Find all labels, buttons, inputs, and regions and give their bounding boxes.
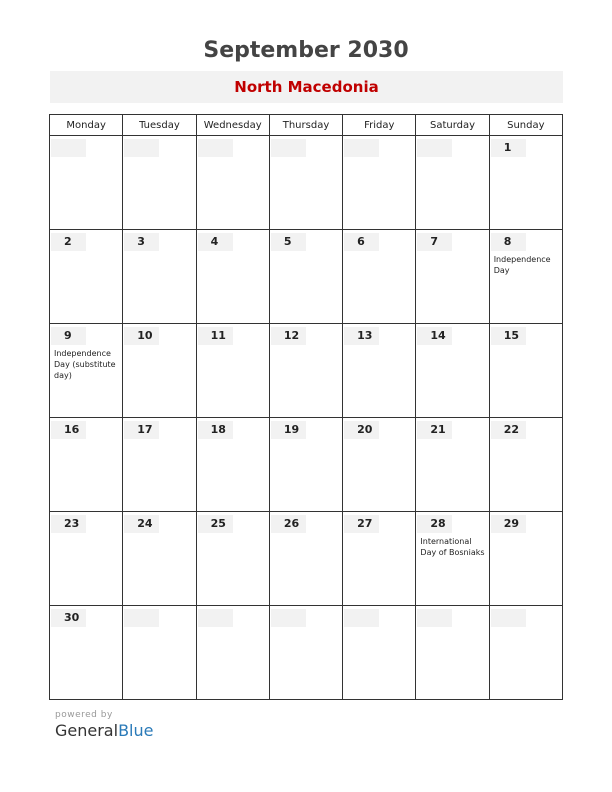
calendar-day-cell bbox=[343, 512, 416, 606]
day-number bbox=[51, 139, 86, 157]
calendar-day-cell bbox=[416, 606, 489, 700]
day-number: 23 bbox=[51, 515, 86, 533]
calendar-day-cell bbox=[343, 418, 416, 512]
day-number: 7 bbox=[417, 233, 452, 251]
calendar-day-cell bbox=[269, 324, 342, 418]
weekday-header-row bbox=[50, 115, 563, 136]
brand-general: General bbox=[55, 721, 119, 740]
day-number: 13 bbox=[344, 327, 379, 345]
calendar-day-cell bbox=[416, 512, 489, 606]
day-number: 29 bbox=[491, 515, 526, 533]
footer bbox=[55, 710, 153, 740]
country-name: North Macedonia bbox=[234, 78, 379, 96]
day-number: 15 bbox=[491, 327, 526, 345]
holiday-label: Independence Day (substitute day) bbox=[54, 349, 116, 380]
day-number bbox=[198, 609, 233, 627]
day-number bbox=[271, 609, 306, 627]
calendar-day-cell bbox=[343, 230, 416, 324]
day-number: 22 bbox=[491, 421, 526, 439]
calendar-day-cell bbox=[269, 418, 342, 512]
calendar-day-cell bbox=[196, 512, 269, 606]
calendar-day-cell bbox=[489, 324, 562, 418]
calendar-day-cell bbox=[416, 324, 489, 418]
day-number: 26 bbox=[271, 515, 306, 533]
day-number: 14 bbox=[417, 327, 452, 345]
day-number: 5 bbox=[271, 233, 306, 251]
day-number: 27 bbox=[344, 515, 379, 533]
calendar-day-cell bbox=[416, 230, 489, 324]
day-number bbox=[271, 139, 306, 157]
calendar-day-cell bbox=[489, 512, 562, 606]
generalblue-logo[interactable] bbox=[55, 721, 153, 740]
day-number: 19 bbox=[271, 421, 306, 439]
day-number: 6 bbox=[344, 233, 379, 251]
day-number bbox=[344, 139, 379, 157]
day-number: 4 bbox=[198, 233, 233, 251]
calendar-day-cell bbox=[196, 324, 269, 418]
holiday-label: International Day of Bosniaks bbox=[420, 537, 485, 557]
day-number: 10 bbox=[124, 327, 159, 345]
weekday-tuesday: Tuesday bbox=[123, 115, 196, 136]
calendar-day-cell bbox=[489, 136, 562, 230]
calendar-day-cell bbox=[489, 606, 562, 700]
day-number: 1 bbox=[491, 139, 526, 157]
day-number: 8 bbox=[491, 233, 526, 251]
day-number: 18 bbox=[198, 421, 233, 439]
calendar-day-cell bbox=[196, 136, 269, 230]
day-number bbox=[198, 139, 233, 157]
day-number: 12 bbox=[271, 327, 306, 345]
day-number: 24 bbox=[124, 515, 159, 533]
calendar-day-cell bbox=[50, 230, 123, 324]
calendar-day-cell bbox=[269, 512, 342, 606]
day-number: 30 bbox=[51, 609, 86, 627]
calendar-day-cell bbox=[196, 230, 269, 324]
country-banner bbox=[50, 71, 563, 103]
calendar-day-cell bbox=[269, 136, 342, 230]
calendar-day-cell bbox=[50, 136, 123, 230]
calendar-day-cell bbox=[343, 136, 416, 230]
calendar-week-row bbox=[50, 136, 563, 230]
page-title: September 2030 bbox=[203, 38, 409, 63]
day-number: 20 bbox=[344, 421, 379, 439]
calendar-day-cell bbox=[123, 512, 196, 606]
calendar-day-cell bbox=[416, 136, 489, 230]
calendar-day-cell bbox=[196, 606, 269, 700]
calendar-week-row bbox=[50, 512, 563, 606]
calendar-week-row bbox=[50, 418, 563, 512]
weekday-sunday: Sunday bbox=[489, 115, 562, 136]
calendar-week-row bbox=[50, 324, 563, 418]
calendar-day-cell bbox=[50, 512, 123, 606]
day-number: 3 bbox=[124, 233, 159, 251]
calendar-day-cell bbox=[123, 230, 196, 324]
day-number: 28 bbox=[417, 515, 452, 533]
calendar-day-cell bbox=[343, 606, 416, 700]
calendar-day-cell bbox=[343, 324, 416, 418]
holiday-label: Independence Day bbox=[493, 255, 551, 275]
day-number bbox=[124, 139, 159, 157]
day-number bbox=[491, 609, 526, 627]
day-number: 25 bbox=[198, 515, 233, 533]
brand-blue: Blue bbox=[118, 721, 154, 740]
day-number bbox=[344, 609, 379, 627]
calendar-grid bbox=[49, 114, 563, 700]
day-number bbox=[417, 139, 452, 157]
weekday-saturday: Saturday bbox=[416, 115, 489, 136]
calendar-day-cell bbox=[50, 606, 123, 700]
day-number: 17 bbox=[124, 421, 159, 439]
day-number bbox=[417, 609, 452, 627]
day-number: 16 bbox=[51, 421, 86, 439]
weekday-thursday: Thursday bbox=[269, 115, 342, 136]
calendar-day-cell bbox=[269, 230, 342, 324]
calendar-body bbox=[50, 136, 563, 700]
day-number: 9 bbox=[51, 327, 86, 345]
calendar-day-cell bbox=[50, 418, 123, 512]
calendar-day-cell bbox=[416, 418, 489, 512]
calendar-week-row bbox=[50, 230, 563, 324]
calendar-day-cell bbox=[123, 324, 196, 418]
calendar-day-cell bbox=[50, 324, 123, 418]
weekday-monday: Monday bbox=[50, 115, 123, 136]
day-number bbox=[124, 609, 159, 627]
weekday-wednesday: Wednesday bbox=[196, 115, 269, 136]
weekday-friday: Friday bbox=[343, 115, 416, 136]
calendar-day-cell bbox=[123, 606, 196, 700]
calendar-day-cell bbox=[489, 230, 562, 324]
day-number: 2 bbox=[51, 233, 86, 251]
calendar-day-cell bbox=[196, 418, 269, 512]
calendar-week-row bbox=[50, 606, 563, 700]
powered-by-text: powered by bbox=[55, 710, 113, 720]
calendar-day-cell bbox=[123, 136, 196, 230]
calendar-day-cell bbox=[123, 418, 196, 512]
calendar-day-cell bbox=[489, 418, 562, 512]
day-number: 21 bbox=[417, 421, 452, 439]
day-number: 11 bbox=[198, 327, 233, 345]
calendar-day-cell bbox=[269, 606, 342, 700]
